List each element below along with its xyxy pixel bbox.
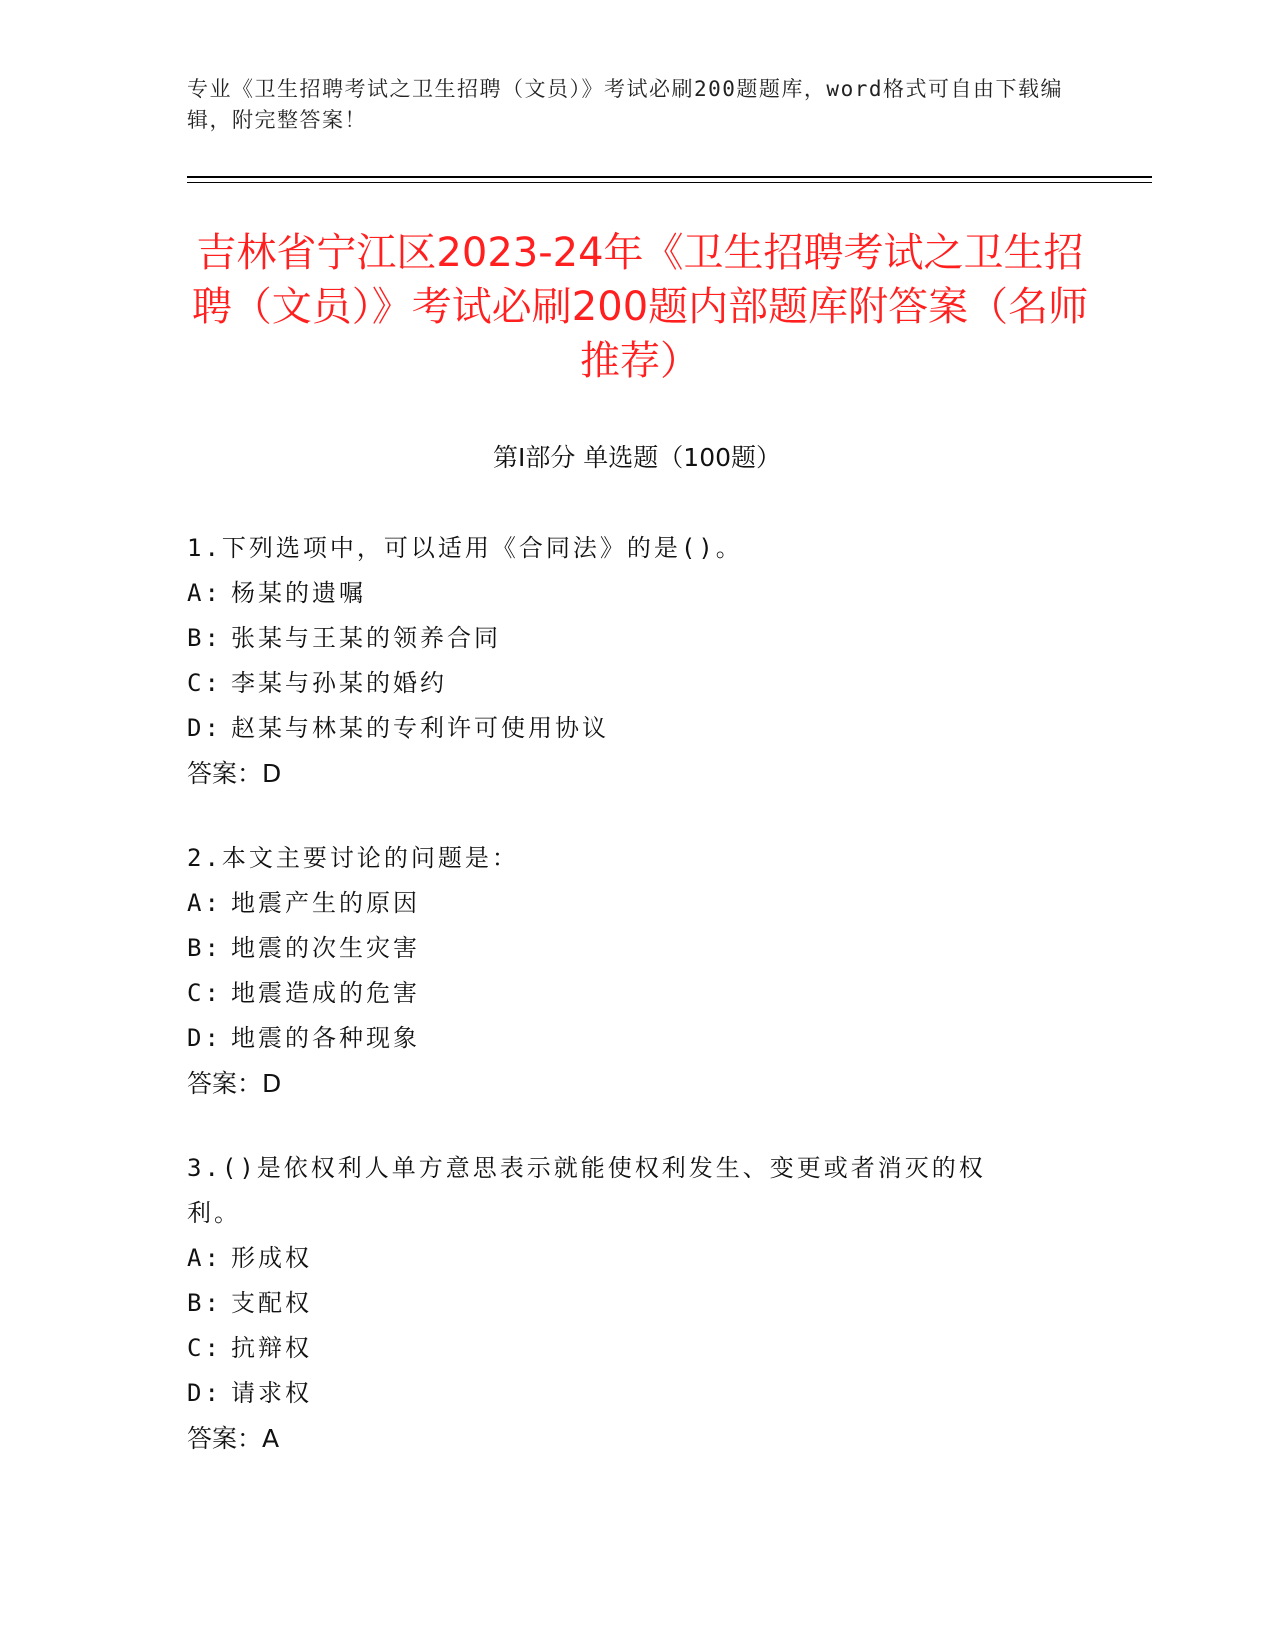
document-title: 吉林省宁江区2023-24年《卫生招聘考试之卫生招聘（文员）》考试必刷200题内部题库附答案（名师推荐） (191, 230, 1089, 384)
option-text: 地震的次生灾害 (231, 934, 420, 962)
option-letter: A: (187, 1244, 222, 1272)
option-b (187, 926, 1067, 971)
option-text: 地震的各种现象 (231, 1024, 420, 1052)
option-letter: C: (187, 979, 222, 1007)
option-letter: C: (187, 1334, 222, 1362)
option-letter: A: (187, 889, 222, 917)
question-3 (187, 1146, 1067, 1461)
question-stem: 1.下列选项中，可以适用《合同法》的是()。 (187, 534, 743, 562)
option-letter: C: (187, 669, 222, 697)
option-d (187, 706, 1067, 751)
option-text: 杨某的遗嘱 (231, 579, 366, 607)
option-d (187, 1371, 1067, 1416)
option-a (187, 571, 1067, 616)
question-2 (187, 836, 1067, 1106)
option-c (187, 661, 1067, 706)
header-note: 专业《卫生招聘考试之卫生招聘（文员）》考试必刷200题题库，word格式可自由下载编辑，附完整答案！ (187, 77, 1063, 132)
option-text: 形成权 (231, 1244, 312, 1272)
option-letter: B: (187, 934, 222, 962)
option-letter: B: (187, 624, 222, 652)
option-text: 地震产生的原因 (231, 889, 420, 917)
header-divider-thick (187, 176, 1152, 178)
question-stem: 2.本文主要讨论的问题是： (187, 844, 519, 872)
option-b (187, 616, 1067, 661)
option-text: 李某与孙某的婚约 (231, 669, 447, 697)
option-d (187, 1016, 1067, 1061)
option-a (187, 1236, 1067, 1281)
option-letter: D: (187, 714, 222, 742)
question-1 (187, 526, 1067, 796)
option-a (187, 881, 1067, 926)
section-heading: 第I部分 单选题（100题） (492, 443, 782, 472)
option-text: 支配权 (231, 1289, 312, 1317)
option-letter: D: (187, 1379, 222, 1407)
option-text: 张某与王某的领养合同 (231, 624, 501, 652)
answer: 答案：D (187, 1069, 282, 1098)
option-c (187, 1326, 1067, 1371)
option-text: 地震造成的危害 (231, 979, 420, 1007)
option-letter: B: (187, 1289, 222, 1317)
option-b (187, 1281, 1067, 1326)
option-text: 抗辩权 (231, 1334, 312, 1362)
option-letter: D: (187, 1024, 222, 1052)
option-text: 赵某与林某的专利许可使用协议 (231, 714, 609, 742)
option-letter: A: (187, 579, 222, 607)
option-text: 请求权 (231, 1379, 312, 1407)
question-list (187, 526, 1067, 1501)
answer: 答案：A (187, 1424, 280, 1453)
question-stem: 3.()是依权利人单方意思表示就能使权利发生、变更或者消灭的权利。 (187, 1154, 986, 1227)
option-c (187, 971, 1067, 1016)
answer: 答案：D (187, 759, 282, 788)
header-divider-thin (187, 182, 1152, 183)
